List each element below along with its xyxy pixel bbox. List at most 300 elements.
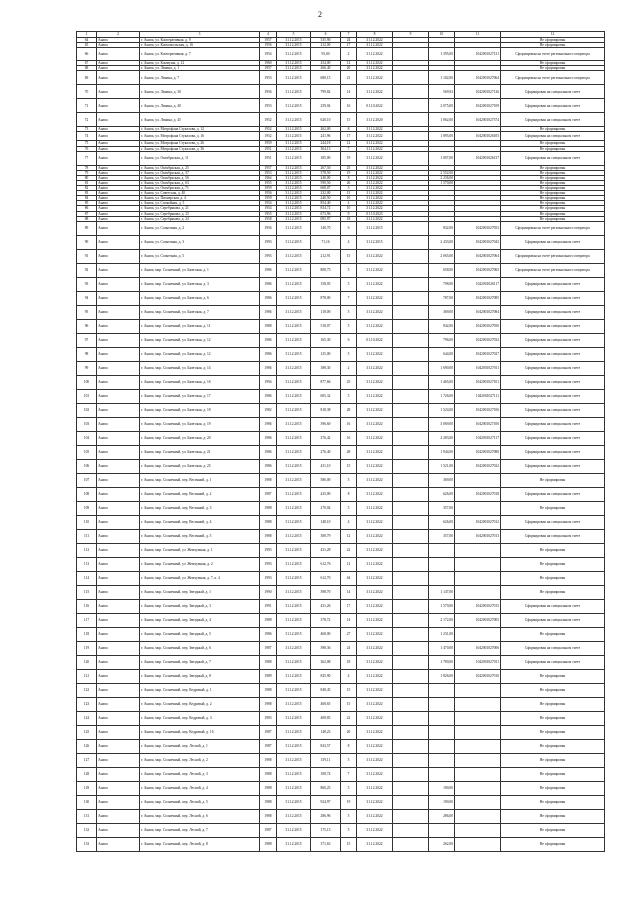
residents-cell: 16	[341, 99, 357, 113]
build-year-cell: 1988	[260, 501, 277, 515]
account-number-cell	[455, 585, 501, 599]
deadline-cell: 31.12.2022	[357, 263, 393, 277]
col-9-cell	[393, 823, 429, 837]
fund-status-cell: Сформирован на специальном счете	[501, 613, 605, 627]
column-number: 1	[77, 32, 97, 38]
table-row	[77, 319, 605, 333]
deadline-cell: 31.12.2022	[357, 725, 393, 739]
column-number: 2	[97, 32, 140, 38]
deadline-cell: 31.12.2022	[357, 501, 393, 515]
build-year-cell: 1954	[260, 201, 277, 206]
date-cell: 31.12.2015	[277, 132, 311, 141]
col-9-cell	[393, 613, 429, 627]
col-9-cell	[393, 753, 429, 767]
table-row	[77, 305, 605, 319]
date-cell: 31.12.2015	[277, 655, 311, 669]
build-year-cell: 1986	[260, 389, 277, 403]
fund-status-cell: Сформирован на специальном счете	[501, 151, 605, 165]
build-year-cell: 1987	[260, 823, 277, 837]
col-9-cell	[393, 725, 429, 739]
amount-cell: 1 726,00	[429, 389, 455, 403]
col-9-cell	[393, 249, 429, 263]
area-cell: 799,82	[311, 85, 341, 99]
deadline-cell: 31.12.2022	[357, 151, 393, 165]
date-cell: 31.12.2015	[277, 403, 311, 417]
area-cell: 408,85	[311, 711, 341, 725]
municipality-cell: Анапа	[97, 61, 140, 66]
municipality-cell: Анапа	[97, 291, 140, 305]
account-number-cell	[455, 543, 501, 557]
fund-status-cell: Сформирован на специальном счете	[501, 235, 605, 249]
municipality-cell: Анапа	[97, 347, 140, 361]
fund-status-cell: Не сформирован	[501, 141, 605, 146]
build-year-cell: 1993	[260, 543, 277, 557]
table-row	[77, 641, 605, 655]
address-cell: г. Анапа, мкр. Солнечный, пер. Лесной, д. 8	[140, 837, 260, 851]
col-9-cell	[393, 837, 429, 851]
amount-cell: 262,00	[429, 837, 455, 851]
date-cell: 31.12.2015	[277, 697, 311, 711]
deadline-cell: 31.12.2022	[357, 683, 393, 697]
col-9-cell	[393, 151, 429, 165]
address-cell: г. Анапа, ул. Солнечная, д. 5	[140, 249, 260, 263]
fund-status-cell: Сформирован на счете регионального оператора	[501, 48, 605, 61]
row-number-cell: 89	[77, 221, 97, 235]
amount-cell: 2 433,00	[429, 235, 455, 249]
row-number-cell: 82	[77, 186, 97, 191]
residents-cell: 15	[341, 113, 357, 127]
municipality-cell: Анапа	[97, 191, 140, 196]
amount-cell: 1 007,00	[429, 151, 455, 165]
date-cell: 31.12.2015	[277, 141, 311, 146]
account-number-cell	[455, 697, 501, 711]
build-year-cell: 1953	[260, 99, 277, 113]
col-9-cell	[393, 557, 429, 571]
row-number-cell: 100	[77, 375, 97, 389]
col-9-cell	[393, 305, 429, 319]
fund-status-cell: Не сформирован	[501, 669, 605, 683]
row-number-cell: 128	[77, 767, 97, 781]
amount-cell: 2 552,00	[429, 170, 455, 175]
date-cell: 31.12.2015	[277, 501, 311, 515]
area-cell: 425,00	[311, 487, 341, 501]
row-number-cell: 90	[77, 235, 97, 249]
amount-cell	[429, 697, 455, 711]
row-number-cell: 118	[77, 627, 97, 641]
residents-cell: 16	[341, 417, 357, 431]
row-number-cell: 122	[77, 683, 97, 697]
residents-cell: 22	[341, 543, 357, 557]
address-cell: г. Анапа, ул. Коммуны, д. 12	[140, 61, 260, 66]
amount-cell	[429, 711, 455, 725]
date-cell: 31.12.2015	[277, 319, 311, 333]
table-row	[77, 585, 605, 599]
col-9-cell	[393, 571, 429, 585]
row-number-cell: 125	[77, 725, 97, 739]
table-row	[77, 501, 605, 515]
area-cell: 276,40	[311, 445, 341, 459]
deadline-cell: 31.12.2022	[357, 201, 393, 206]
area-cell: 877,66	[311, 375, 341, 389]
amount-cell: 2 283,00	[429, 431, 455, 445]
date-cell: 31.12.2015	[277, 809, 311, 823]
build-year-cell: 1988	[260, 781, 277, 795]
date-cell: 31.12.2015	[277, 151, 311, 165]
build-year-cell: 1988	[260, 613, 277, 627]
date-cell: 31.12.2015	[277, 66, 311, 71]
amount-cell: 2 236,00	[429, 175, 455, 180]
residents-cell: 15	[341, 459, 357, 473]
amount-cell: 1 521,00	[429, 459, 455, 473]
fund-status-cell: Сформирован на специальном счете	[501, 417, 605, 431]
row-number-cell: 124	[77, 711, 97, 725]
residents-cell: 26	[341, 180, 357, 185]
account-number-cell: 1042001027064	[455, 71, 501, 85]
municipality-cell: Анапа	[97, 739, 140, 753]
municipality-cell: Анапа	[97, 305, 140, 319]
build-year-cell: 1986	[260, 431, 277, 445]
date-cell: 31.12.2015	[277, 221, 311, 235]
amount-cell	[429, 823, 455, 837]
residents-cell: 17	[341, 43, 357, 48]
row-number-cell: 84	[77, 196, 97, 201]
municipality-cell: Анапа	[97, 38, 140, 43]
municipality-cell: Анапа	[97, 459, 140, 473]
municipality-cell: Анапа	[97, 417, 140, 431]
municipality-cell: Анапа	[97, 767, 140, 781]
fund-status-cell: Сформирован на специальном счете	[501, 599, 605, 613]
municipality-cell: Анапа	[97, 66, 140, 71]
fund-status-cell: Не сформирован	[501, 43, 605, 48]
account-number-cell: 1042001027022	[455, 459, 501, 473]
residents-cell: 10	[341, 206, 357, 211]
row-number-cell: 132	[77, 823, 97, 837]
residents-cell: 19	[341, 170, 357, 175]
date-cell: 31.12.2015	[277, 333, 311, 347]
account-number-cell: 1042001027050	[455, 319, 501, 333]
col-9-cell	[393, 263, 429, 277]
municipality-cell: Анапа	[97, 48, 140, 61]
table-row	[77, 725, 605, 739]
fund-status-cell: Не сформирован	[501, 753, 605, 767]
amount-cell: 357,00	[429, 501, 455, 515]
deadline-cell: 31.12.2022	[357, 305, 393, 319]
col-9-cell	[393, 389, 429, 403]
build-year-cell: 1955	[260, 211, 277, 216]
row-number-cell: 97	[77, 333, 97, 347]
amount-cell: 787,00	[429, 291, 455, 305]
build-year-cell: 1952	[260, 113, 277, 127]
account-number-cell	[455, 725, 501, 739]
deadline-cell: 31.12.2022	[357, 61, 393, 66]
deadline-cell: 31.12.2022	[357, 43, 393, 48]
build-year-cell: 1991	[260, 599, 277, 613]
table-row	[77, 613, 605, 627]
fund-status-cell: Сформирован на специальном счете	[501, 403, 605, 417]
fund-status-cell: Не сформирован	[501, 186, 605, 191]
build-year-cell: 1954	[260, 206, 277, 211]
fund-status-cell: Не сформирован	[501, 216, 605, 221]
fund-status-cell: Сформирован на специальном счете	[501, 529, 605, 543]
deadline-cell: 31.12.2022	[357, 71, 393, 85]
account-number-cell: 1042001027006	[455, 641, 501, 655]
address-cell: г. Анапа, ул. Октябрьская, д. 56	[140, 175, 260, 180]
address-cell: г. Анапа, ул. Спокойная, д. 5	[140, 201, 260, 206]
amount-cell	[429, 767, 455, 781]
amount-cell: 357,00	[429, 529, 455, 543]
col-9-cell	[393, 543, 429, 557]
residents-cell: 4	[341, 669, 357, 683]
build-year-cell: 1953	[260, 71, 277, 85]
table-row	[77, 837, 605, 851]
account-number-cell: 1042001027010	[455, 669, 501, 683]
municipality-cell: Анапа	[97, 837, 140, 851]
col-9-cell	[393, 375, 429, 389]
date-cell: 31.12.2015	[277, 431, 311, 445]
municipality-cell: Анапа	[97, 641, 140, 655]
date-cell: 31.12.2015	[277, 85, 311, 99]
deadline-cell: 31.12.2022	[357, 795, 393, 809]
address-cell: г. Анапа, мкр. Солнечный, пер. Весенний, д. 4	[140, 515, 260, 529]
build-year-cell: 1986	[260, 627, 277, 641]
address-cell: г. Анапа, мкр. Солнечный, пер. Лесной, д. 5	[140, 795, 260, 809]
deadline-cell: 31.12.2022	[357, 127, 393, 132]
residents-cell: 24	[341, 641, 357, 655]
build-year-cell: 1960	[260, 61, 277, 66]
fund-status-cell: Не сформирован	[501, 767, 605, 781]
date-cell: 31.12.2015	[277, 180, 311, 185]
amount-cell: 1 231,00	[429, 627, 455, 641]
build-year-cell: 1988	[260, 795, 277, 809]
amount-cell: 1 944,00	[429, 445, 455, 459]
municipality-cell: Анапа	[97, 795, 140, 809]
amount-cell: 832,00	[429, 221, 455, 235]
municipality-cell: Анапа	[97, 132, 140, 141]
date-cell: 31.12.2015	[277, 515, 311, 529]
residents-cell: 12	[341, 529, 357, 543]
municipality-cell: Анапа	[97, 515, 140, 529]
residents-cell: 17	[341, 599, 357, 613]
build-year-cell: 1986	[260, 263, 277, 277]
fund-status-cell: Не сформирован	[501, 191, 605, 196]
date-cell: 31.12.2015	[277, 175, 311, 180]
amount-cell: 190,00	[429, 795, 455, 809]
fund-status-cell: Не сформирован	[501, 543, 605, 557]
row-number-cell: 131	[77, 809, 97, 823]
deadline-cell: 01.10.2023	[357, 211, 393, 216]
municipality-cell: Анапа	[97, 781, 140, 795]
amount-cell: 1 147,00	[429, 585, 455, 599]
area-cell: 378,72	[311, 613, 341, 627]
date-cell: 31.12.2015	[277, 529, 311, 543]
account-number-cell	[455, 795, 501, 809]
municipality-cell: Анапа	[97, 249, 140, 263]
address-cell: г. Анапа, ул. Октябрьская, д. 63	[140, 180, 260, 185]
residents-cell: 8	[341, 739, 357, 753]
residents-cell: 15	[341, 697, 357, 711]
deadline-cell: 31.12.2022	[357, 417, 393, 431]
fund-status-cell: Сформирован на специальном счете	[501, 113, 605, 127]
fund-status-cell: Сформирован на счете регионального оператора	[501, 71, 605, 85]
address-cell: г. Анапа, мкр. Солнечный, ул. Бжегокая, д. 1	[140, 263, 260, 277]
address-cell: г. Анапа, мкр. Солнечный, ул. Бжегокая, д. 16	[140, 375, 260, 389]
deadline-cell: 31.12.2022	[357, 389, 393, 403]
residents-cell: 5	[341, 753, 357, 767]
area-cell: 159,11	[311, 753, 341, 767]
deadline-cell: 31.12.2022	[357, 529, 393, 543]
area-cell: 590,56	[311, 180, 341, 185]
municipality-cell: Анапа	[97, 571, 140, 585]
fund-status-cell: Сформирован на специальном счете	[501, 431, 605, 445]
account-number-cell: 1042001027064	[455, 249, 501, 263]
table-row	[77, 529, 605, 543]
column-number: 3	[140, 32, 260, 38]
row-number-cell: 103	[77, 417, 97, 431]
row-number-cell: 105	[77, 445, 97, 459]
area-cell: 304,13	[311, 146, 341, 151]
deadline-cell: 31.12.2022	[357, 48, 393, 61]
area-cell: 140,70	[311, 221, 341, 235]
col-9-cell	[393, 795, 429, 809]
amount-cell: 1 524,00	[429, 403, 455, 417]
amount-cell: 286,00	[429, 809, 455, 823]
row-number-cell: 126	[77, 739, 97, 753]
account-number-cell: 1042001026137	[455, 151, 501, 165]
col-9-cell	[393, 669, 429, 683]
amount-cell: 1 690,00	[429, 361, 455, 375]
amount-cell: 1 102,00	[429, 71, 455, 85]
residents-cell: 27	[341, 627, 357, 641]
col-9-cell	[393, 459, 429, 473]
fund-status-cell: Сформирован на специальном счете	[501, 333, 605, 347]
municipality-cell: Анапа	[97, 487, 140, 501]
build-year-cell: 1959	[260, 141, 277, 146]
table-row	[77, 767, 605, 781]
fund-status-cell: Не сформирован	[501, 473, 605, 487]
date-cell: 31.12.2015	[277, 739, 311, 753]
build-year-cell: 1988	[260, 319, 277, 333]
residents-cell: 24	[341, 38, 357, 43]
municipality-cell: Анапа	[97, 170, 140, 175]
date-cell: 31.12.2015	[277, 543, 311, 557]
address-cell: г. Анапа, мкр. Солнечный, ул. Бжегокая, д. 19	[140, 417, 260, 431]
fund-status-cell: Не сформирован	[501, 739, 605, 753]
date-cell: 31.12.2015	[277, 277, 311, 291]
fund-status-cell: Не сформирован	[501, 66, 605, 71]
fund-status-cell: Сформирован на специальном счете	[501, 132, 605, 141]
row-number-cell: 80	[77, 175, 97, 180]
table-row	[77, 99, 605, 113]
row-number-cell: 129	[77, 781, 97, 795]
area-cell: 398,70	[311, 585, 341, 599]
residents-cell: 7	[341, 767, 357, 781]
account-number-cell: 1042001027027	[455, 347, 501, 361]
account-number-cell	[455, 753, 501, 767]
amount-cell: 1 826,00	[429, 669, 455, 683]
deadline-cell: 31.12.2022	[357, 543, 393, 557]
address-cell: г. Анапа, мкр. Солнечный, ул. Жемчужная, д. 2	[140, 557, 260, 571]
row-number-cell: 85	[77, 201, 97, 206]
account-number-cell: 1042001027101	[455, 375, 501, 389]
address-cell: г. Анапа, мкр. Солнечный, пер. Звездный, д. 7	[140, 655, 260, 669]
build-year-cell: 1957	[260, 66, 277, 71]
row-number-cell: 79	[77, 170, 97, 175]
area-cell: 680,15	[311, 71, 341, 85]
municipality-cell: Анапа	[97, 43, 140, 48]
table-row	[77, 333, 605, 347]
fund-status-cell: Не сформирован	[501, 61, 605, 66]
residents-cell: 5	[341, 186, 357, 191]
residents-cell: 22	[341, 711, 357, 725]
amount-cell: 658,00	[429, 263, 455, 277]
col-9-cell	[393, 599, 429, 613]
address-cell: г. Анапа, ул. Ленина, д. 30	[140, 85, 260, 99]
deadline-cell: 31.12.2022	[357, 216, 393, 221]
row-number-cell: 123	[77, 697, 97, 711]
build-year-cell: 1986	[260, 305, 277, 319]
date-cell: 31.12.2015	[277, 781, 311, 795]
area-cell: 212,91	[311, 249, 341, 263]
municipality-cell: Анапа	[97, 165, 140, 170]
residents-cell: 15	[341, 249, 357, 263]
date-cell: 31.12.2015	[277, 347, 311, 361]
residents-cell: 5	[341, 501, 357, 515]
column-number: 5	[277, 32, 311, 38]
address-cell: г. Анапа, ул. Советская, д. 40	[140, 191, 260, 196]
table-row	[77, 515, 605, 529]
table-row	[77, 655, 605, 669]
address-cell: г. Анапа, мкр. Солнечный, пер. Кедровый, д. 16	[140, 725, 260, 739]
table-row	[77, 361, 605, 375]
date-cell: 31.12.2015	[277, 186, 311, 191]
address-cell: г. Анапа, мкр. Солнечный, ул. Бжегокая, д. 12	[140, 347, 260, 361]
column-number: 6	[311, 32, 341, 38]
municipality-cell: Анапа	[97, 71, 140, 85]
row-number-cell: 99	[77, 361, 97, 375]
area-cell: 431,28	[311, 543, 341, 557]
address-cell: г. Анапа, ул. Комсомольская, д. 16	[140, 43, 260, 48]
deadline-cell: 31.12.2022	[357, 585, 393, 599]
municipality-cell: Анапа	[97, 725, 140, 739]
col-9-cell	[393, 515, 429, 529]
fund-status-cell: Не сформирован	[501, 697, 605, 711]
deadline-cell: 31.12.2022	[357, 613, 393, 627]
address-cell: г. Анапа, мкр. Солнечный, пер. Весенний, д. 2	[140, 487, 260, 501]
fund-status-cell: Не сформирован	[501, 196, 605, 201]
deadline-cell: 31.12.2022	[357, 739, 393, 753]
residents-cell: 4	[341, 515, 357, 529]
deadline-cell: 31.12.2022	[357, 319, 393, 333]
col-9-cell	[393, 361, 429, 375]
area-cell: 118,00	[311, 305, 341, 319]
row-number-cell: 68	[77, 66, 97, 71]
build-year-cell: 1983	[260, 711, 277, 725]
municipality-cell: Анапа	[97, 655, 140, 669]
address-cell: г. Анапа, мкр. Солнечный, ул. Бжегокая, д. 14	[140, 361, 260, 375]
municipality-cell: Анапа	[97, 711, 140, 725]
area-cell: 848,45	[311, 683, 341, 697]
col-9-cell	[393, 333, 429, 347]
date-cell: 31.12.2015	[277, 795, 311, 809]
municipality-cell: Анапа	[97, 85, 140, 99]
row-number-cell: 87	[77, 211, 97, 216]
col-9-cell	[393, 113, 429, 127]
table-row	[77, 85, 605, 99]
deadline-cell: 31.12.2022	[357, 823, 393, 837]
deadline-cell: 31.12.2022	[357, 141, 393, 146]
area-cell: 308,79	[311, 529, 341, 543]
build-year-cell: 1987	[260, 739, 277, 753]
